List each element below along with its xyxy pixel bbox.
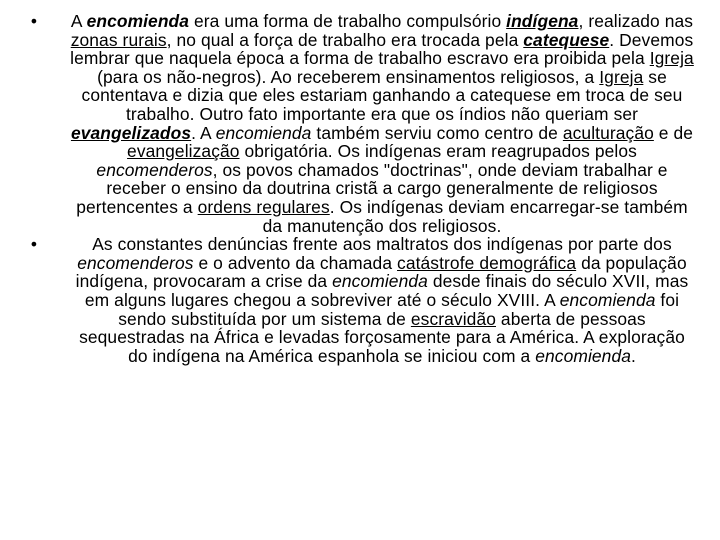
hyperlink[interactable]: escravidão [410, 308, 496, 329]
text-run: . Os indígenas deviam encarregar-se também da manutenção dos religiosos. [262, 196, 688, 236]
text-run: desde finais do século XVII, mas em alguns lugares chegou a sobreviver até o século XVIII. A [84, 271, 689, 310]
text-run: , os povos chamados "doctrinas", onde deviam trabalhar e receber o ensino da doutrina cristã a cargo generalmente de religiosos pertencentes a [76, 159, 668, 217]
text-run: obrigatória. Os indígenas eram reagrupados pelos [239, 141, 637, 162]
bullet-list [26, 12, 694, 365]
text-run: foi sendo substituída por um sistema de [118, 289, 680, 329]
bullet-item [26, 12, 694, 235]
hyperlink[interactable]: Igreja [599, 66, 644, 87]
text-run: . [631, 345, 636, 366]
text-run: e de [653, 122, 694, 143]
bullet-item [26, 235, 694, 365]
text-run: também serviu como centro de [311, 122, 563, 143]
hyperlink[interactable]: zonas rurais [70, 29, 167, 50]
emphasized-text: encomenderos [77, 252, 194, 273]
text-run: se contentava e dizia que eles estariam ganhando a catequese em troca de seu trabalho. Outro fato importante era que os índios não queriam ser [81, 66, 683, 124]
hyperlink[interactable]: indígena [506, 11, 579, 31]
emphasized-text: encomienda [535, 345, 631, 366]
text-run: e o advento da chamada [193, 252, 398, 273]
hyperlink[interactable]: catequese [523, 29, 610, 50]
hyperlink[interactable]: ordens regulares [197, 196, 330, 217]
hyperlink[interactable]: Igreja [649, 48, 694, 69]
hyperlink[interactable]: catástrofe demográfica [397, 252, 577, 273]
text-run: (para os não-negros). Ao receberem ensinamentos religiosos, a [97, 66, 600, 87]
text-run: . Devemos lembrar que naquela época a forma de trabalho escravo era proibida pela [70, 29, 694, 69]
bullet-text [70, 235, 694, 365]
text-run: , realizado nas [578, 11, 694, 31]
text-run: da população indígena, provocaram a crise da [75, 252, 687, 292]
bullet-marker: • [30, 234, 38, 255]
text-run: . A [191, 122, 216, 143]
emphasized-text: encomienda [86, 11, 190, 31]
emphasized-text: encomenderos [96, 159, 213, 180]
emphasized-text: encomienda [332, 271, 428, 292]
hyperlink[interactable]: aculturação [562, 122, 654, 143]
hyperlink[interactable]: evangelizados [70, 122, 192, 143]
emphasized-text: encomienda [559, 289, 656, 310]
text-run: , no qual a força de trabalho era trocada pela [166, 29, 524, 50]
emphasized-text: encomienda [215, 122, 312, 143]
text-run: aberta de pessoas sequestradas na África e levadas forçosamente para a América. A exploração do indígena na América espanhola se iniciou com a [79, 308, 685, 366]
hyperlink[interactable]: evangelização [127, 141, 240, 162]
text-run: era uma forma de trabalho compulsório [189, 11, 507, 31]
text-run: As constantes denúncias frente aos maltratos dos indígenas por parte dos [92, 234, 672, 255]
bullet-marker: • [30, 11, 38, 31]
bullet-text [70, 12, 694, 235]
text-run: A [70, 11, 87, 31]
